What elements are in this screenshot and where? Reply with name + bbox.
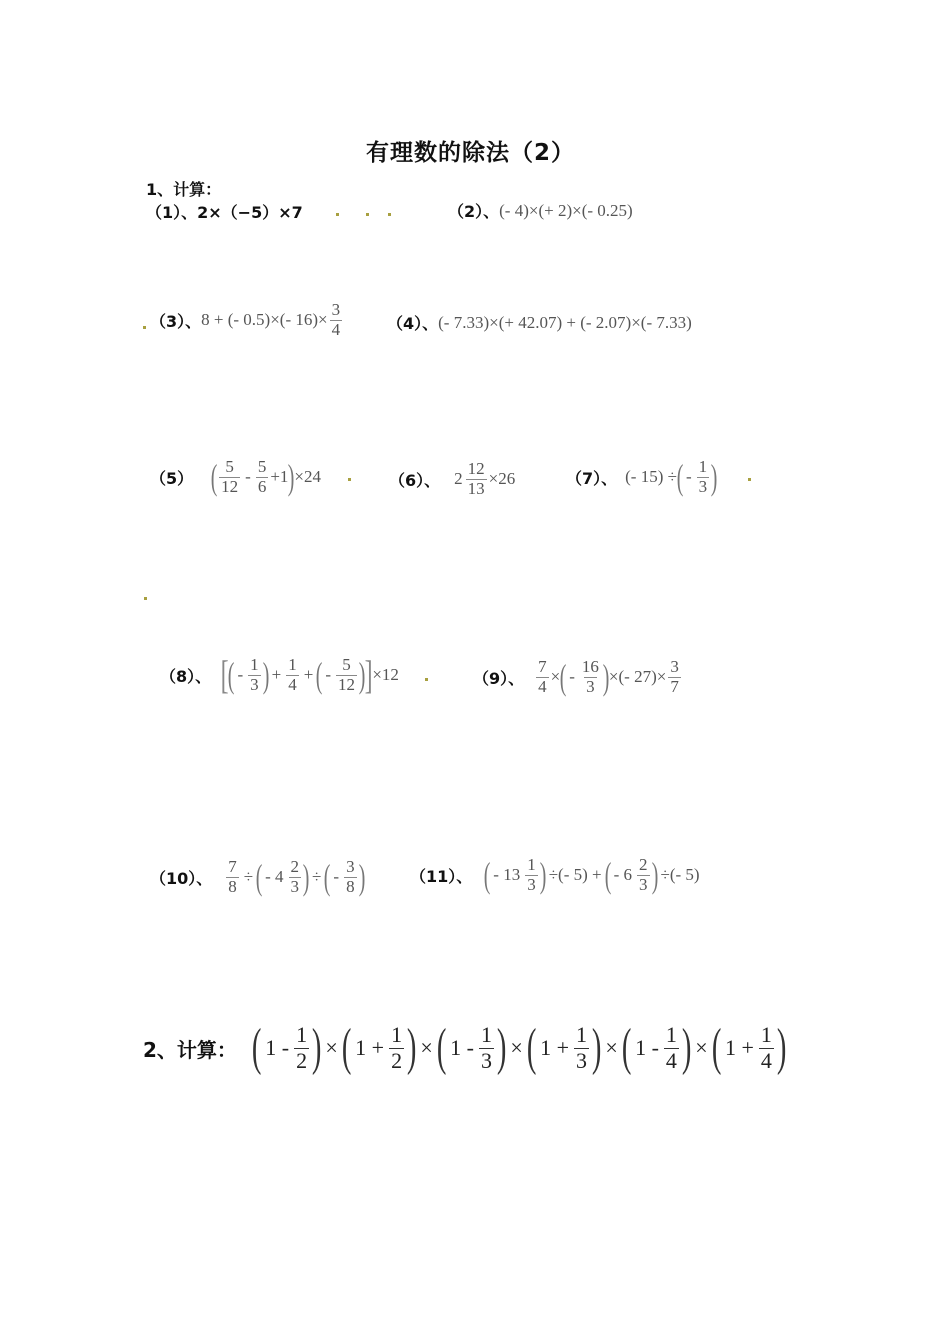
left-paren: ( [711,1019,722,1076]
fraction [336,656,357,694]
denominator: 3 [480,1047,492,1073]
problem-9-expression [534,658,683,696]
fraction [286,656,299,694]
numerator: 5 [225,457,234,476]
fraction [637,856,650,894]
left-bracket: [ [220,652,229,697]
denominator: 12 [338,674,355,694]
problem-4-label: （4）、 [387,314,439,333]
numerator: 1 [391,1022,403,1048]
problem-5 [150,458,321,496]
right-paren: ) [288,457,295,498]
left-paren: ( [228,655,235,695]
denominator: 2 [296,1047,308,1073]
fraction [479,1023,494,1072]
marker-dot [143,326,146,329]
numerator: 1 [480,1022,492,1048]
denominator: 2 [391,1047,403,1073]
numerator: 1 [296,1022,308,1048]
marker-dot [348,478,351,481]
section-2 [143,1019,787,1076]
fraction [574,1023,589,1072]
problem-11 [410,856,703,894]
term: ×24 [294,467,321,487]
denominator: 8 [228,876,237,896]
problem-4 [387,311,692,334]
right-paren: ) [262,655,269,695]
problem-6-expression [454,460,515,498]
operator: - [685,467,692,487]
problem-11-expression [484,856,702,894]
fraction [759,1023,774,1072]
times-operator: × [695,1035,708,1060]
right-paren: ) [776,1019,787,1076]
problem-5-label: （5） [150,468,194,488]
problem-2-label: （2）、 [448,202,500,221]
numerator: 5 [257,457,267,476]
numerator: 1 [575,1022,587,1048]
fraction [344,858,357,896]
left-paren: ( [483,855,491,896]
problem-7-label: （7）、 [566,468,618,488]
problem-7-expression [625,458,717,496]
right-paren: ) [681,1019,692,1076]
numerator: 7 [228,857,237,876]
denominator: 4 [760,1047,772,1073]
fraction [294,1023,309,1072]
problem-6 [389,460,515,498]
left-paren: ( [251,1019,262,1076]
marker-dot [336,213,339,216]
fraction [330,301,343,339]
denominator: 4 [331,319,341,339]
numerator: 1 [760,1022,772,1048]
numerator: 7 [538,657,547,676]
fraction [219,458,240,496]
left-paren: ( [621,1019,632,1076]
problem-5-expression [211,458,321,496]
fraction [248,656,261,694]
problem-7 [566,458,717,496]
times-operator: × [605,1035,618,1060]
denominator: 3 [575,1047,587,1073]
factor-prefix: 1 - [265,1035,290,1060]
times-operator: × [325,1035,338,1060]
right-paren: ) [358,857,365,898]
problem-9 [473,658,683,696]
numerator: 2 [639,855,648,874]
operator: - 6 [613,865,633,885]
left-paren: ( [676,457,684,498]
numerator: 3 [331,300,341,319]
problem-3-prefix: 8 + (- 0.5)×(- 16)× [201,310,328,330]
operator: + [271,665,282,684]
right-paren: ) [651,855,658,896]
numerator: 2 [290,857,300,876]
fraction [256,458,269,496]
problem-2 [448,199,633,222]
denominator: 6 [257,476,267,496]
left-paren: ( [324,857,331,898]
term: (- 15) ÷ [625,467,677,487]
problem-8-label: （8）、 [160,666,212,686]
left-paren: ( [604,855,611,896]
section-1-label: 1、计算： [146,180,222,199]
denominator: 3 [250,674,259,694]
marker-dot [748,478,751,481]
left-paren: ( [255,857,263,898]
factor-prefix: 1 - [450,1035,474,1060]
left-paren: ( [341,1019,352,1076]
fraction [580,658,601,696]
factor-prefix: 1 + [724,1035,754,1060]
left-paren: ( [559,657,567,698]
operator: ÷ [243,867,254,887]
denominator: 12 [221,476,239,496]
operator: - 4 [265,867,284,887]
left-paren: ( [210,457,218,498]
operator: + [303,665,314,684]
term: ×26 [488,469,516,489]
problem-2-expression: (- 4)×(+ 2)×(- 0.25) [499,200,633,220]
right-bracket: ] [364,652,373,697]
whole-part: 2 [454,469,463,489]
factor-prefix: 1 + [355,1035,385,1060]
problem-10-label: （10）、 [150,868,213,888]
denominator: 3 [639,874,648,894]
denominator: 3 [586,676,595,696]
numerator: 16 [581,657,599,676]
times-operator: × [420,1035,433,1060]
times-operator: × [510,1035,523,1060]
problem-1: （1）、2×（−5）×7 [146,203,303,222]
denominator: 4 [538,676,547,696]
marker-dot [366,213,369,216]
right-paren: ) [311,1019,322,1076]
operator: - [245,467,251,487]
fraction [536,658,549,696]
problem-8 [160,652,399,697]
marker-dot [388,213,391,216]
right-paren: ) [302,857,310,898]
term: ×(- 27)× [608,667,667,687]
section-2-expression [251,1019,787,1076]
operator: - [569,667,575,687]
right-paren: ) [710,457,718,498]
term: ÷(- 5) + [548,865,602,885]
factor-prefix: 1 - [635,1035,659,1060]
right-paren: ) [539,855,547,896]
denominator: 3 [527,874,536,894]
operator: - [237,665,244,684]
denominator: 4 [665,1047,677,1073]
left-paren: ( [436,1019,447,1076]
term: ÷(- 5) [660,865,700,885]
problem-9-label: （9）、 [473,668,525,688]
right-paren: ) [358,655,366,695]
fraction [664,1023,679,1072]
numerator: 1 [665,1022,677,1048]
fraction [226,858,239,896]
problem-11-label: （11）、 [410,866,473,886]
term: +1 [270,467,289,487]
denominator: 3 [698,476,708,496]
problem-8-expression [220,652,399,697]
problem-4-expression: (- 7.33)×(+ 42.07) + (- 2.07)×(- 7.33) [438,312,692,332]
marker-dot [425,678,428,681]
denominator: 13 [467,478,485,498]
right-paren: ) [406,1019,417,1076]
term: ×12 [372,665,399,684]
factor-prefix: 1 + [540,1035,569,1060]
page-title: 有理数的除法（2） [366,140,576,166]
problem-10 [150,858,365,896]
denominator: 7 [670,676,679,696]
operator: ÷ [312,867,322,887]
marker-dot [144,597,147,600]
fraction [525,856,538,894]
right-paren: ) [496,1019,507,1076]
right-paren: ) [591,1019,602,1076]
fraction [289,858,302,896]
left-paren: ( [316,655,323,695]
numerator: 1 [698,457,708,476]
right-paren: ) [602,657,610,698]
fraction [697,458,710,496]
numerator: 1 [250,654,259,674]
fraction [466,460,487,498]
numerator: 3 [346,857,355,876]
numerator: 12 [467,459,485,478]
operator: - [325,665,331,684]
operator: - 13 [493,865,521,885]
fraction [389,1023,404,1072]
operator: - [333,867,340,887]
numerator: 1 [288,654,297,674]
denominator: 3 [290,876,300,896]
problem-3-expression [201,301,344,339]
numerator: 5 [342,654,351,674]
problem-3 [150,301,344,339]
fraction [668,658,681,696]
denominator: 4 [288,674,297,694]
problem-3-label: （3）、 [150,311,202,331]
numerator: 3 [670,657,679,676]
numerator: 1 [527,855,536,874]
problem-6-label: （6）、 [389,470,441,490]
left-paren: ( [526,1019,537,1076]
section-2-label: 2、计算： [143,1037,237,1062]
operator: × [550,667,561,687]
denominator: 8 [346,876,355,896]
problem-10-expression [224,858,364,896]
